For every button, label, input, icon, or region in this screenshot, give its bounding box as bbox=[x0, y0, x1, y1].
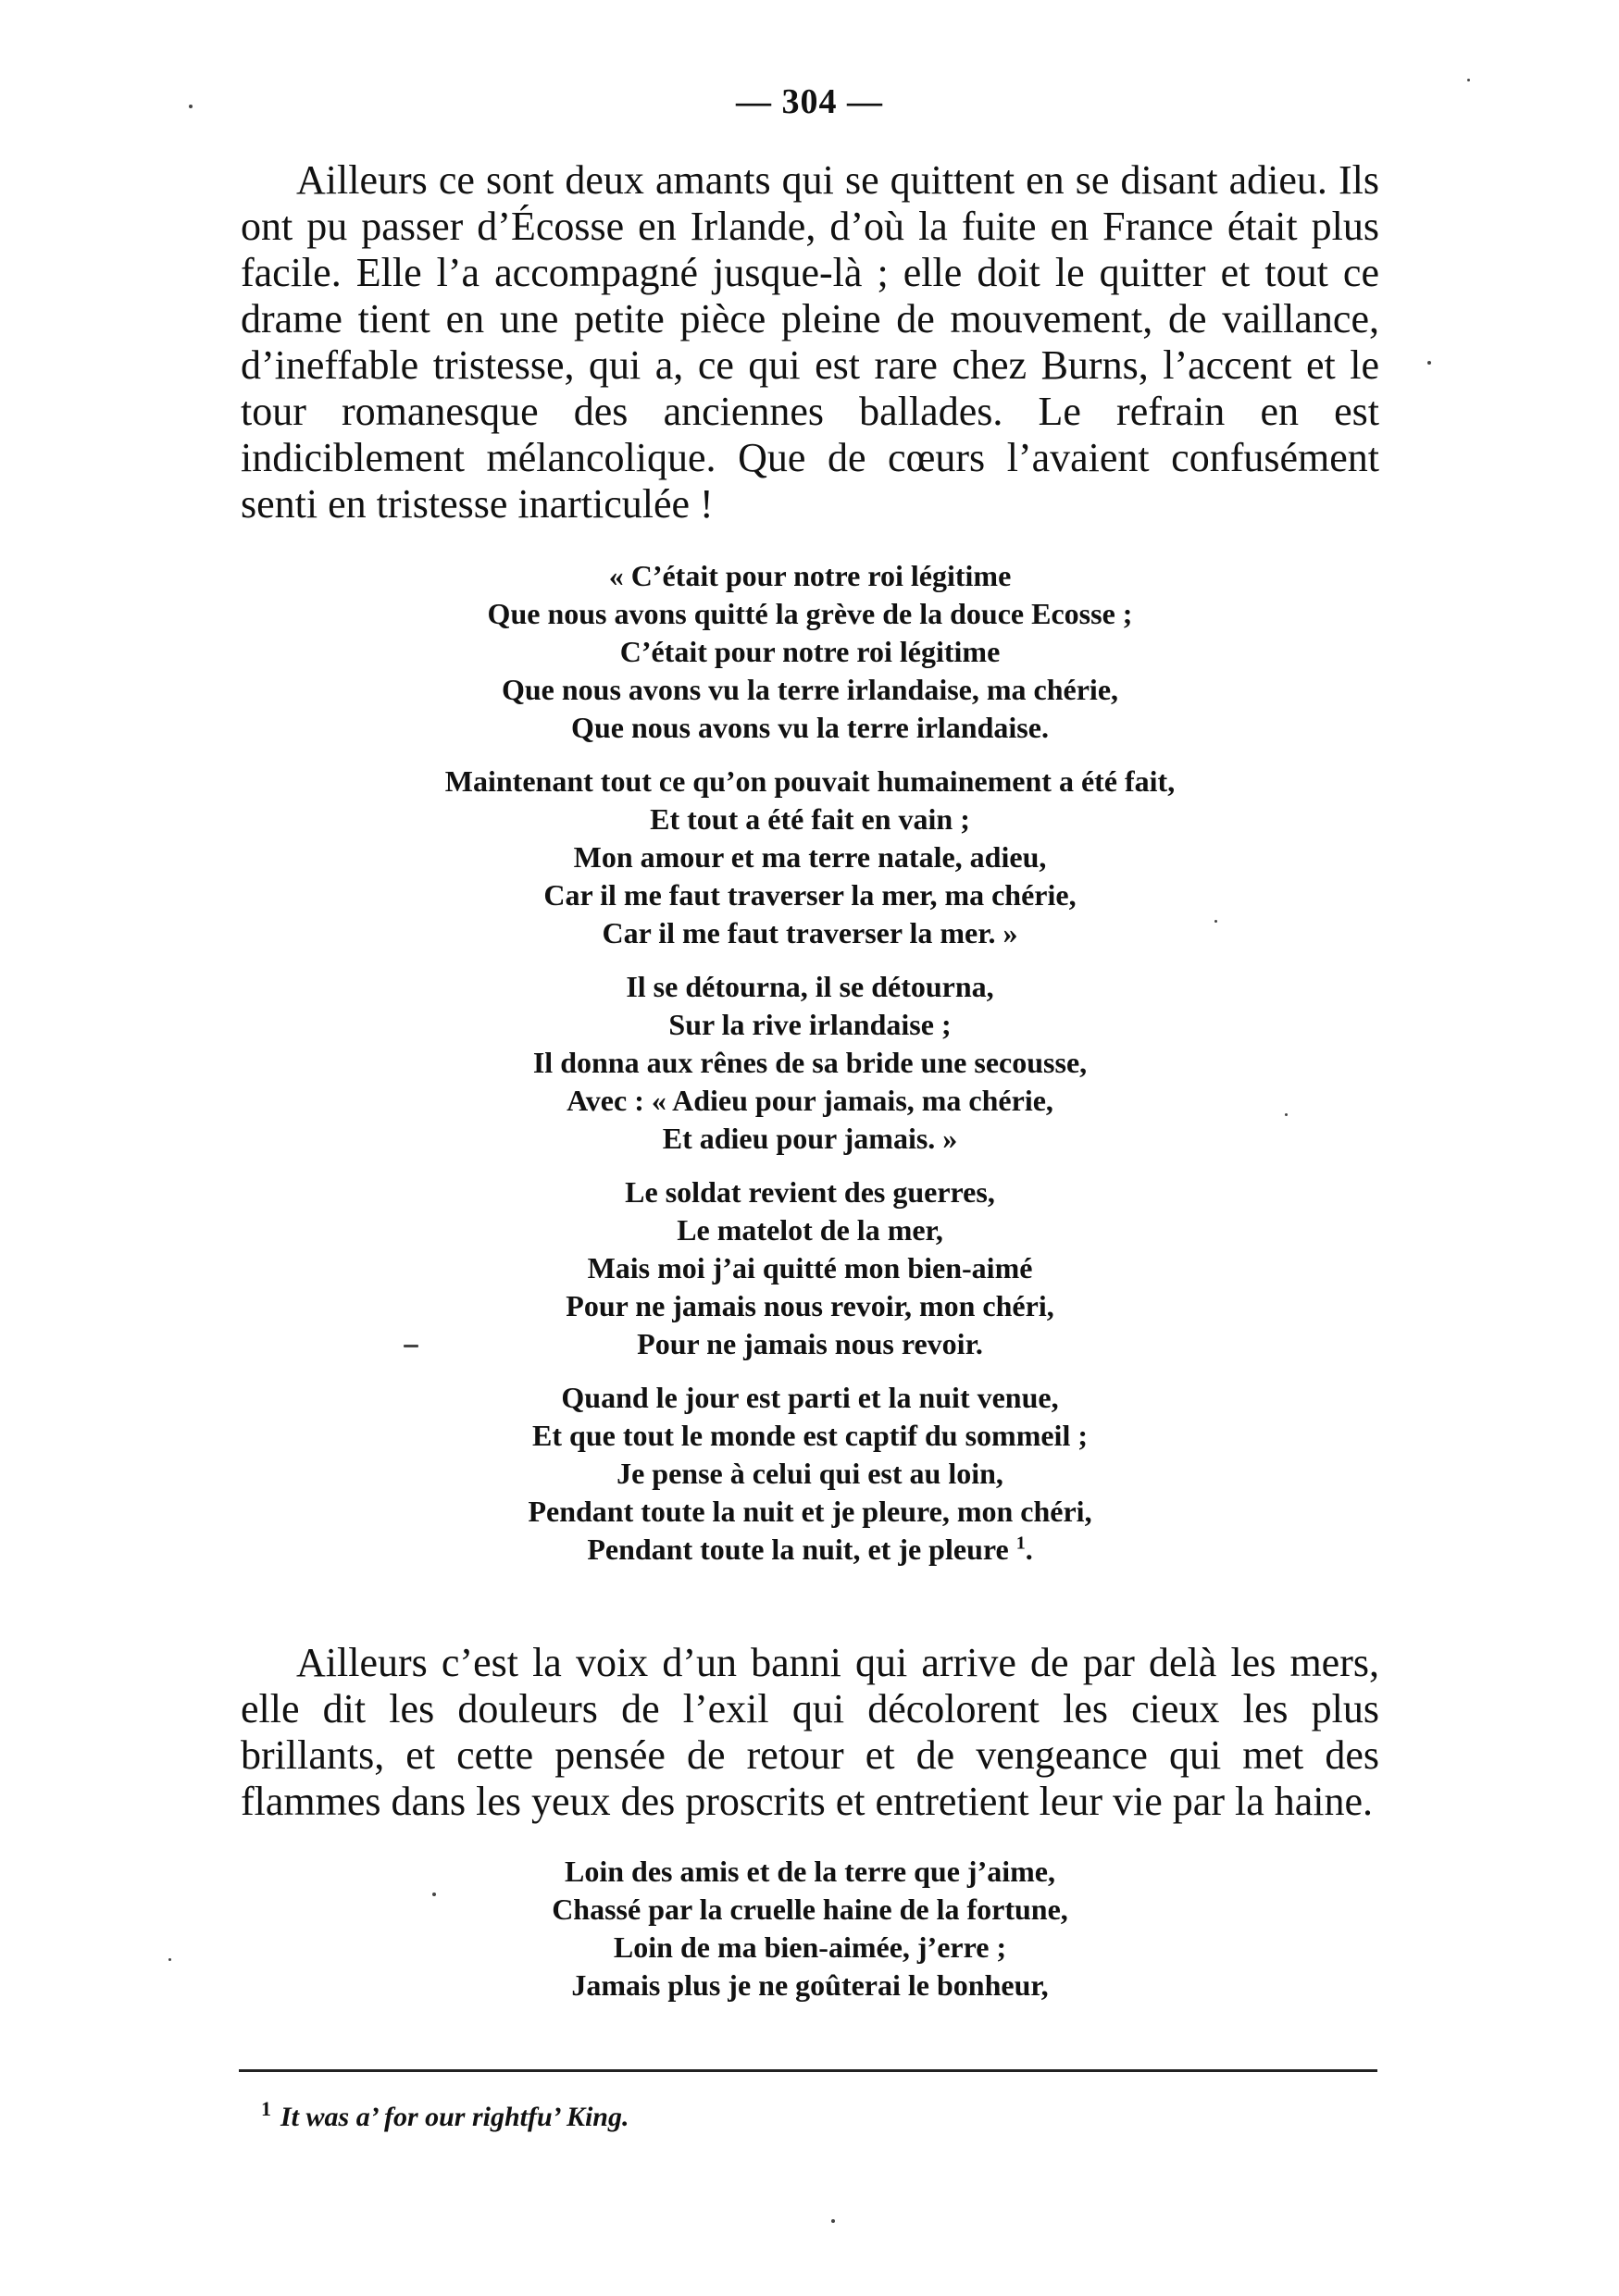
scan-speck bbox=[1214, 920, 1217, 923]
verse-line: Et tout a été fait en vain ; bbox=[650, 802, 970, 836]
poem-1 bbox=[241, 557, 1379, 1584]
scan-speck bbox=[189, 105, 193, 108]
verse-line: Pendant toute la nuit et je pleure, mon chéri, bbox=[528, 1495, 1092, 1528]
poem-2 bbox=[241, 1853, 1379, 2020]
verse-line: Pour ne jamais nous revoir. bbox=[637, 1327, 983, 1360]
poem-1-stanza-3 bbox=[241, 968, 1379, 1158]
scan-speck bbox=[1427, 361, 1431, 365]
verse-line: Quand le jour est parti et la nuit venue, bbox=[561, 1381, 1059, 1414]
paragraph-2: Ailleurs c’est la voix d’un banni qui arrive de par delà les mers, elle dit les douleurs de l’exil qui décolorent les cieux les plus brillants, et cette pensée de retour et de vengeance qui met des flammes dans les yeux des proscrits et entretient leur vie par la haine. bbox=[241, 1640, 1379, 1824]
verse-line: C’était pour notre roi légitime bbox=[619, 635, 1001, 668]
verse-line: Et que tout le monde est captif du sommeil ; bbox=[532, 1419, 1088, 1452]
verse-line: Jamais plus je ne goûterai le bonheur, bbox=[571, 1968, 1049, 2002]
verse-line: Le matelot de la mer, bbox=[677, 1213, 943, 1247]
scan-speck bbox=[831, 2219, 835, 2223]
verse-line: Que nous avons quitté la grève de la douce Ecosse ; bbox=[487, 597, 1133, 630]
poem-1-stanza-4 bbox=[241, 1173, 1379, 1363]
paragraph-1: Ailleurs ce sont deux amants qui se quittent en se disant adieu. Ils ont pu passer d’Écosse en Irlande, d’où la fuite en France était plus facile. Elle l’a accompagné jusque-là ; elle doit le quitter et tout ce drame tient en une petite pièce pleine de mouvement, de vaillance, d’ineffable tristesse, qui a, ce qui est rare chez Burns, l’accent et le tour romanesque des anciennes ballades. Le refrain en est indiciblement mélancolique. Que de cœurs l’avaient confusément senti en tristesse inarticulée ! bbox=[241, 157, 1379, 527]
poem-2-stanza-1 bbox=[241, 1853, 1379, 2004]
verse-line: Car il me faut traverser la mer. » bbox=[602, 916, 1018, 949]
verse-line: Maintenant tout ce qu’on pouvait humainement a été fait, bbox=[444, 764, 1176, 798]
footnote-divider bbox=[239, 2069, 1377, 2072]
verse-line: Que nous avons vu la terre irlandaise, ma chérie, bbox=[501, 673, 1119, 706]
poem-1-stanza-2 bbox=[241, 763, 1379, 952]
verse-line: Car il me faut traverser la mer, ma chérie, bbox=[543, 878, 1077, 912]
verse-line-with-note bbox=[241, 1531, 1379, 1569]
poem-1-stanza-1 bbox=[241, 557, 1379, 747]
verse-line: Le soldat revient des guerres, bbox=[625, 1175, 995, 1209]
verse-line-text: Pendant toute la nuit, et je pleure bbox=[587, 1533, 1009, 1566]
verse-line: Mon amour et ma terre natale, adieu, bbox=[573, 840, 1047, 874]
scan-speck bbox=[1467, 79, 1470, 81]
verse-line: Loin des amis et de la terre que j’aime, bbox=[565, 1855, 1055, 1888]
verse-line: Pour ne jamais nous revoir, mon chéri, bbox=[566, 1289, 1054, 1322]
verse-line: « C’était pour notre roi légitime bbox=[608, 559, 1012, 592]
verse-line: Avec : « Adieu pour jamais, ma chérie, bbox=[567, 1084, 1053, 1117]
scan-speck bbox=[1285, 1113, 1288, 1116]
verse-line: Je pense à celui qui est au loin, bbox=[616, 1457, 1003, 1490]
verse-line: Il se détourna, il se détourna, bbox=[626, 970, 994, 1003]
page-number: — 304 — bbox=[736, 82, 883, 121]
footnote-text: It was a’ for our rightfu’ King. bbox=[280, 2102, 629, 2132]
poem-1-stanza-5 bbox=[241, 1379, 1379, 1569]
verse-line: Que nous avons vu la terre irlandaise. bbox=[571, 711, 1049, 744]
footnote-mark: 1 bbox=[261, 2097, 271, 2120]
verse-line: Il donna aux rênes de sa bride une secousse, bbox=[532, 1046, 1088, 1079]
scan-speck bbox=[168, 1958, 171, 1961]
footnote-reference: 1 bbox=[1015, 1533, 1026, 1554]
verse-line: Loin de ma bien-aimée, j’erre ; bbox=[613, 1930, 1007, 1964]
verse-line: Sur la rive irlandaise ; bbox=[668, 1008, 952, 1041]
scan-speck bbox=[404, 1345, 418, 1347]
verse-line-end: . bbox=[1025, 1533, 1033, 1566]
scan-speck bbox=[432, 1893, 436, 1896]
verse-line: Et adieu pour jamais. » bbox=[662, 1122, 958, 1155]
verse-line: Chassé par la cruelle haine de la fortune, bbox=[552, 1893, 1068, 1926]
verse-line: Mais moi j’ai quitté mon bien-aimé bbox=[587, 1251, 1033, 1285]
footnote bbox=[261, 2099, 629, 2136]
